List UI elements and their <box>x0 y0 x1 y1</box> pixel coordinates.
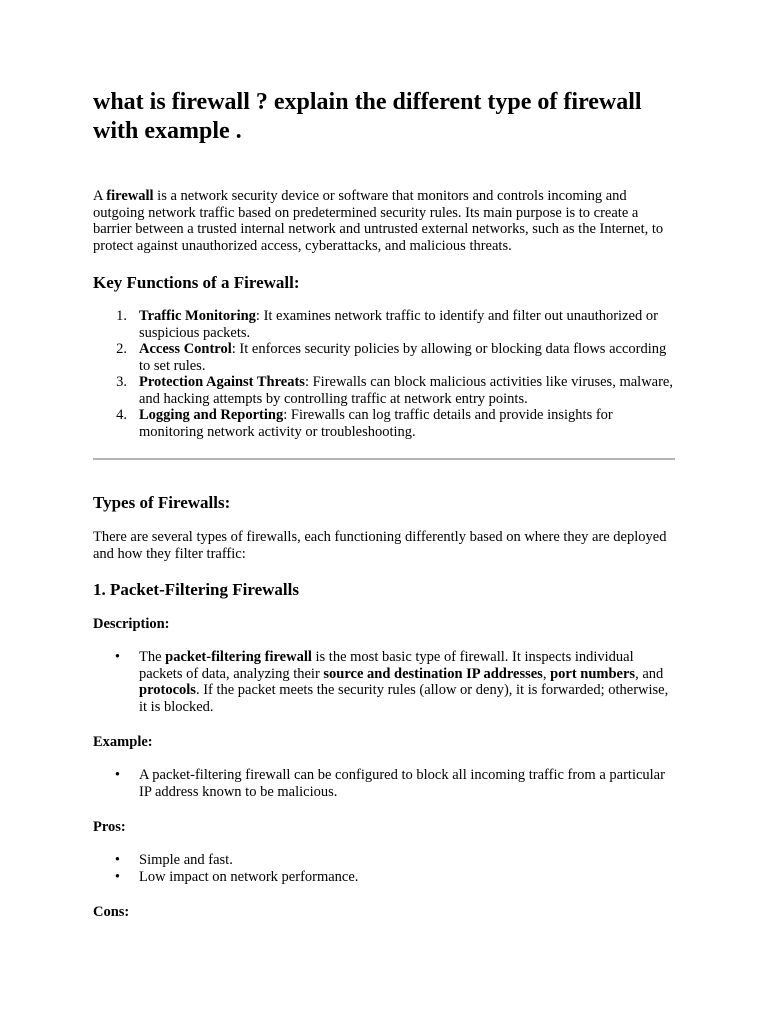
intro-paragraph <box>93 188 675 254</box>
bullet-icon: • <box>114 649 120 665</box>
key-functions-list <box>93 308 675 440</box>
types-heading: Types of Firewalls: <box>93 493 231 512</box>
term-source-destination-ip: source and destination IP addresses <box>323 665 543 682</box>
pros-item <box>93 869 675 886</box>
description-label: Description: <box>93 616 170 632</box>
pros-list <box>93 852 675 885</box>
key-function-text: : Firewalls can block malicious activities like viruses, malware, and hacking attempts by controlling traffic at network entry points. <box>139 374 673 407</box>
list-number: 3. <box>116 374 127 390</box>
list-number: 1. <box>116 308 127 324</box>
key-function-text: : It examines network traffic to identify and filter out unauthorized or suspicious packets. <box>139 308 658 341</box>
key-function-item-logging <box>93 407 675 440</box>
intro-text-after: is a network security device or software that monitors and controls incoming and outgoing network traffic based on predetermined security rules. Its main purpose is to create a barrier between a trusted internal network and untrusted external networks, such as the Internet, to protect against unauthorized access, cyberattacks, and malicious threats. <box>93 188 664 254</box>
cons-label: Cons: <box>93 904 130 920</box>
key-function-item-traffic-monitoring <box>93 308 675 341</box>
types-intro-paragraph: There are several types of firewalls, each functioning differently based on where they are deployed and how they filter traffic: <box>93 529 667 562</box>
term-port-numbers: port numbers <box>550 665 636 682</box>
bullet-icon: • <box>114 767 120 783</box>
key-function-term: Protection Against Threats <box>139 374 305 390</box>
key-function-item-access-control <box>93 341 675 374</box>
description-text: . If the packet meets the security rules (allow or deny), it is forwarded; otherwise, it is blocked. <box>139 682 669 715</box>
description-list <box>93 649 675 715</box>
pros-item <box>93 852 675 869</box>
key-function-term: Logging and Reporting <box>139 407 284 423</box>
intro-term-firewall: firewall <box>106 188 154 204</box>
page-title: what is firewall ? explain the different type of firewall with example . <box>93 89 642 144</box>
example-label: Example: <box>93 734 153 750</box>
key-functions-heading: Key Functions of a Firewall: <box>93 273 300 292</box>
term-packet-filtering-firewall: packet-filtering firewall <box>165 649 312 665</box>
horizontal-divider <box>93 458 675 460</box>
key-function-item-protection <box>93 374 675 407</box>
intro-text-before: A <box>93 188 107 204</box>
pros-text: Simple and fast. <box>139 852 233 868</box>
key-function-term: Access Control <box>139 341 232 357</box>
example-text: A packet-filtering firewall can be configured to block all incoming traffic from a particular IP address known to be malicious. <box>139 767 665 800</box>
bullet-icon: • <box>114 868 120 885</box>
description-item <box>93 649 675 715</box>
pros-label: Pros: <box>93 819 126 835</box>
example-list <box>93 767 675 800</box>
list-number: 2. <box>116 341 127 357</box>
term-protocols: protocols <box>139 682 196 698</box>
packet-filtering-heading: 1. Packet-Filtering Firewalls <box>93 580 299 599</box>
bullet-icon: • <box>114 852 120 868</box>
description-text: is the most basic type of firewall. It inspects individual packets of data, analyzing their <box>139 649 634 682</box>
key-function-term: Traffic Monitoring <box>139 308 256 324</box>
example-item <box>93 767 675 800</box>
description-text: , and <box>635 665 664 682</box>
description-text: , <box>542 665 551 682</box>
list-number: 4. <box>116 407 127 423</box>
key-function-text: : Firewalls can log traffic details and provide insights for monitoring network activity or troubleshooting. <box>139 407 613 440</box>
pros-text: Low impact on network performance. <box>139 868 359 885</box>
description-text: The <box>139 649 166 665</box>
key-function-text: : It enforces security policies by allowing or blocking data flows according to set rules. <box>139 341 667 374</box>
